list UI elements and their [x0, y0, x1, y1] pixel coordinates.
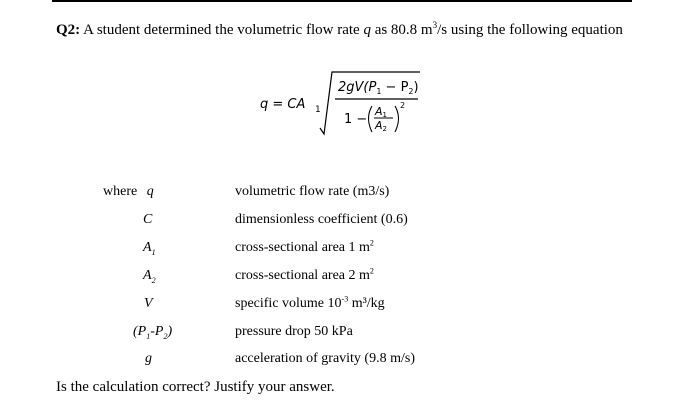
definition-desc: volumetric flow rate (m3/s) [235, 184, 390, 199]
question-variable: q [363, 22, 371, 38]
definition-desc: dimensionless coefficient (0.6) [235, 212, 408, 227]
numerator-close: ) [413, 80, 419, 95]
ratio-top-sub: 1 [382, 111, 387, 119]
definition-desc: specific volume $10^{-3}$ m³/kg [235, 294, 385, 311]
ratio-bottom-sub: 2 [382, 125, 387, 133]
question-statement [56, 22, 623, 39]
definition-desc: cross-sectional area 1 $m^2$ [235, 238, 374, 255]
numerator-sub2: 2 [408, 87, 414, 96]
question-text-mid: as 80.8 m [370, 22, 433, 38]
numerator-sub1: 1 [376, 87, 382, 96]
definition-symbol: V [144, 296, 153, 311]
definition-desc: cross-sectional area 2 $m^2$ [235, 266, 374, 283]
question-text-before: A student determined the volumetric flow rate [80, 22, 364, 38]
definition-symbol: q [146, 184, 154, 199]
ratio-top: A [375, 105, 383, 118]
question-text-after: /s using the following equation [437, 22, 623, 38]
question-label: Q2: [56, 22, 81, 38]
equation-lhs-sub: 1 [315, 105, 321, 115]
definition-desc: pressure drop 50 kPa [235, 324, 353, 339]
definition-symbol: $A_2$ [143, 268, 156, 285]
definition-symbol: C [143, 212, 153, 227]
footer-question: Is the calculation correct? Justify your answer. [56, 379, 335, 395]
definition-symbol: $(P_1-P_2)$ [133, 324, 173, 341]
right-paren [395, 106, 399, 132]
left-paren [369, 106, 373, 132]
definition-row [103, 184, 154, 200]
definition-symbol: g [145, 351, 152, 366]
svg-text:2gV(P1 − P2) [338, 80, 419, 96]
svg-text:A2 [374, 119, 387, 133]
question-superscript: 3 [432, 20, 438, 30]
ratio-exponent: 2 [400, 101, 406, 110]
equation-svg [258, 68, 428, 150]
svg-text:A1 [374, 105, 387, 119]
flow-equation [258, 68, 428, 150]
where-label: where [103, 184, 138, 199]
equation-lhs: q = CA [260, 97, 306, 112]
ratio-bottom: A [375, 119, 383, 132]
definition-desc: acceleration of gravity (9.8 m/s) [235, 351, 415, 366]
numerator-main: 2gV(P [338, 80, 377, 95]
numerator-minus: − P [381, 80, 409, 95]
definition-symbol: $A_1$ [143, 240, 156, 257]
denominator-one-minus: 1 − [344, 112, 368, 127]
top-rule [52, 0, 632, 2]
